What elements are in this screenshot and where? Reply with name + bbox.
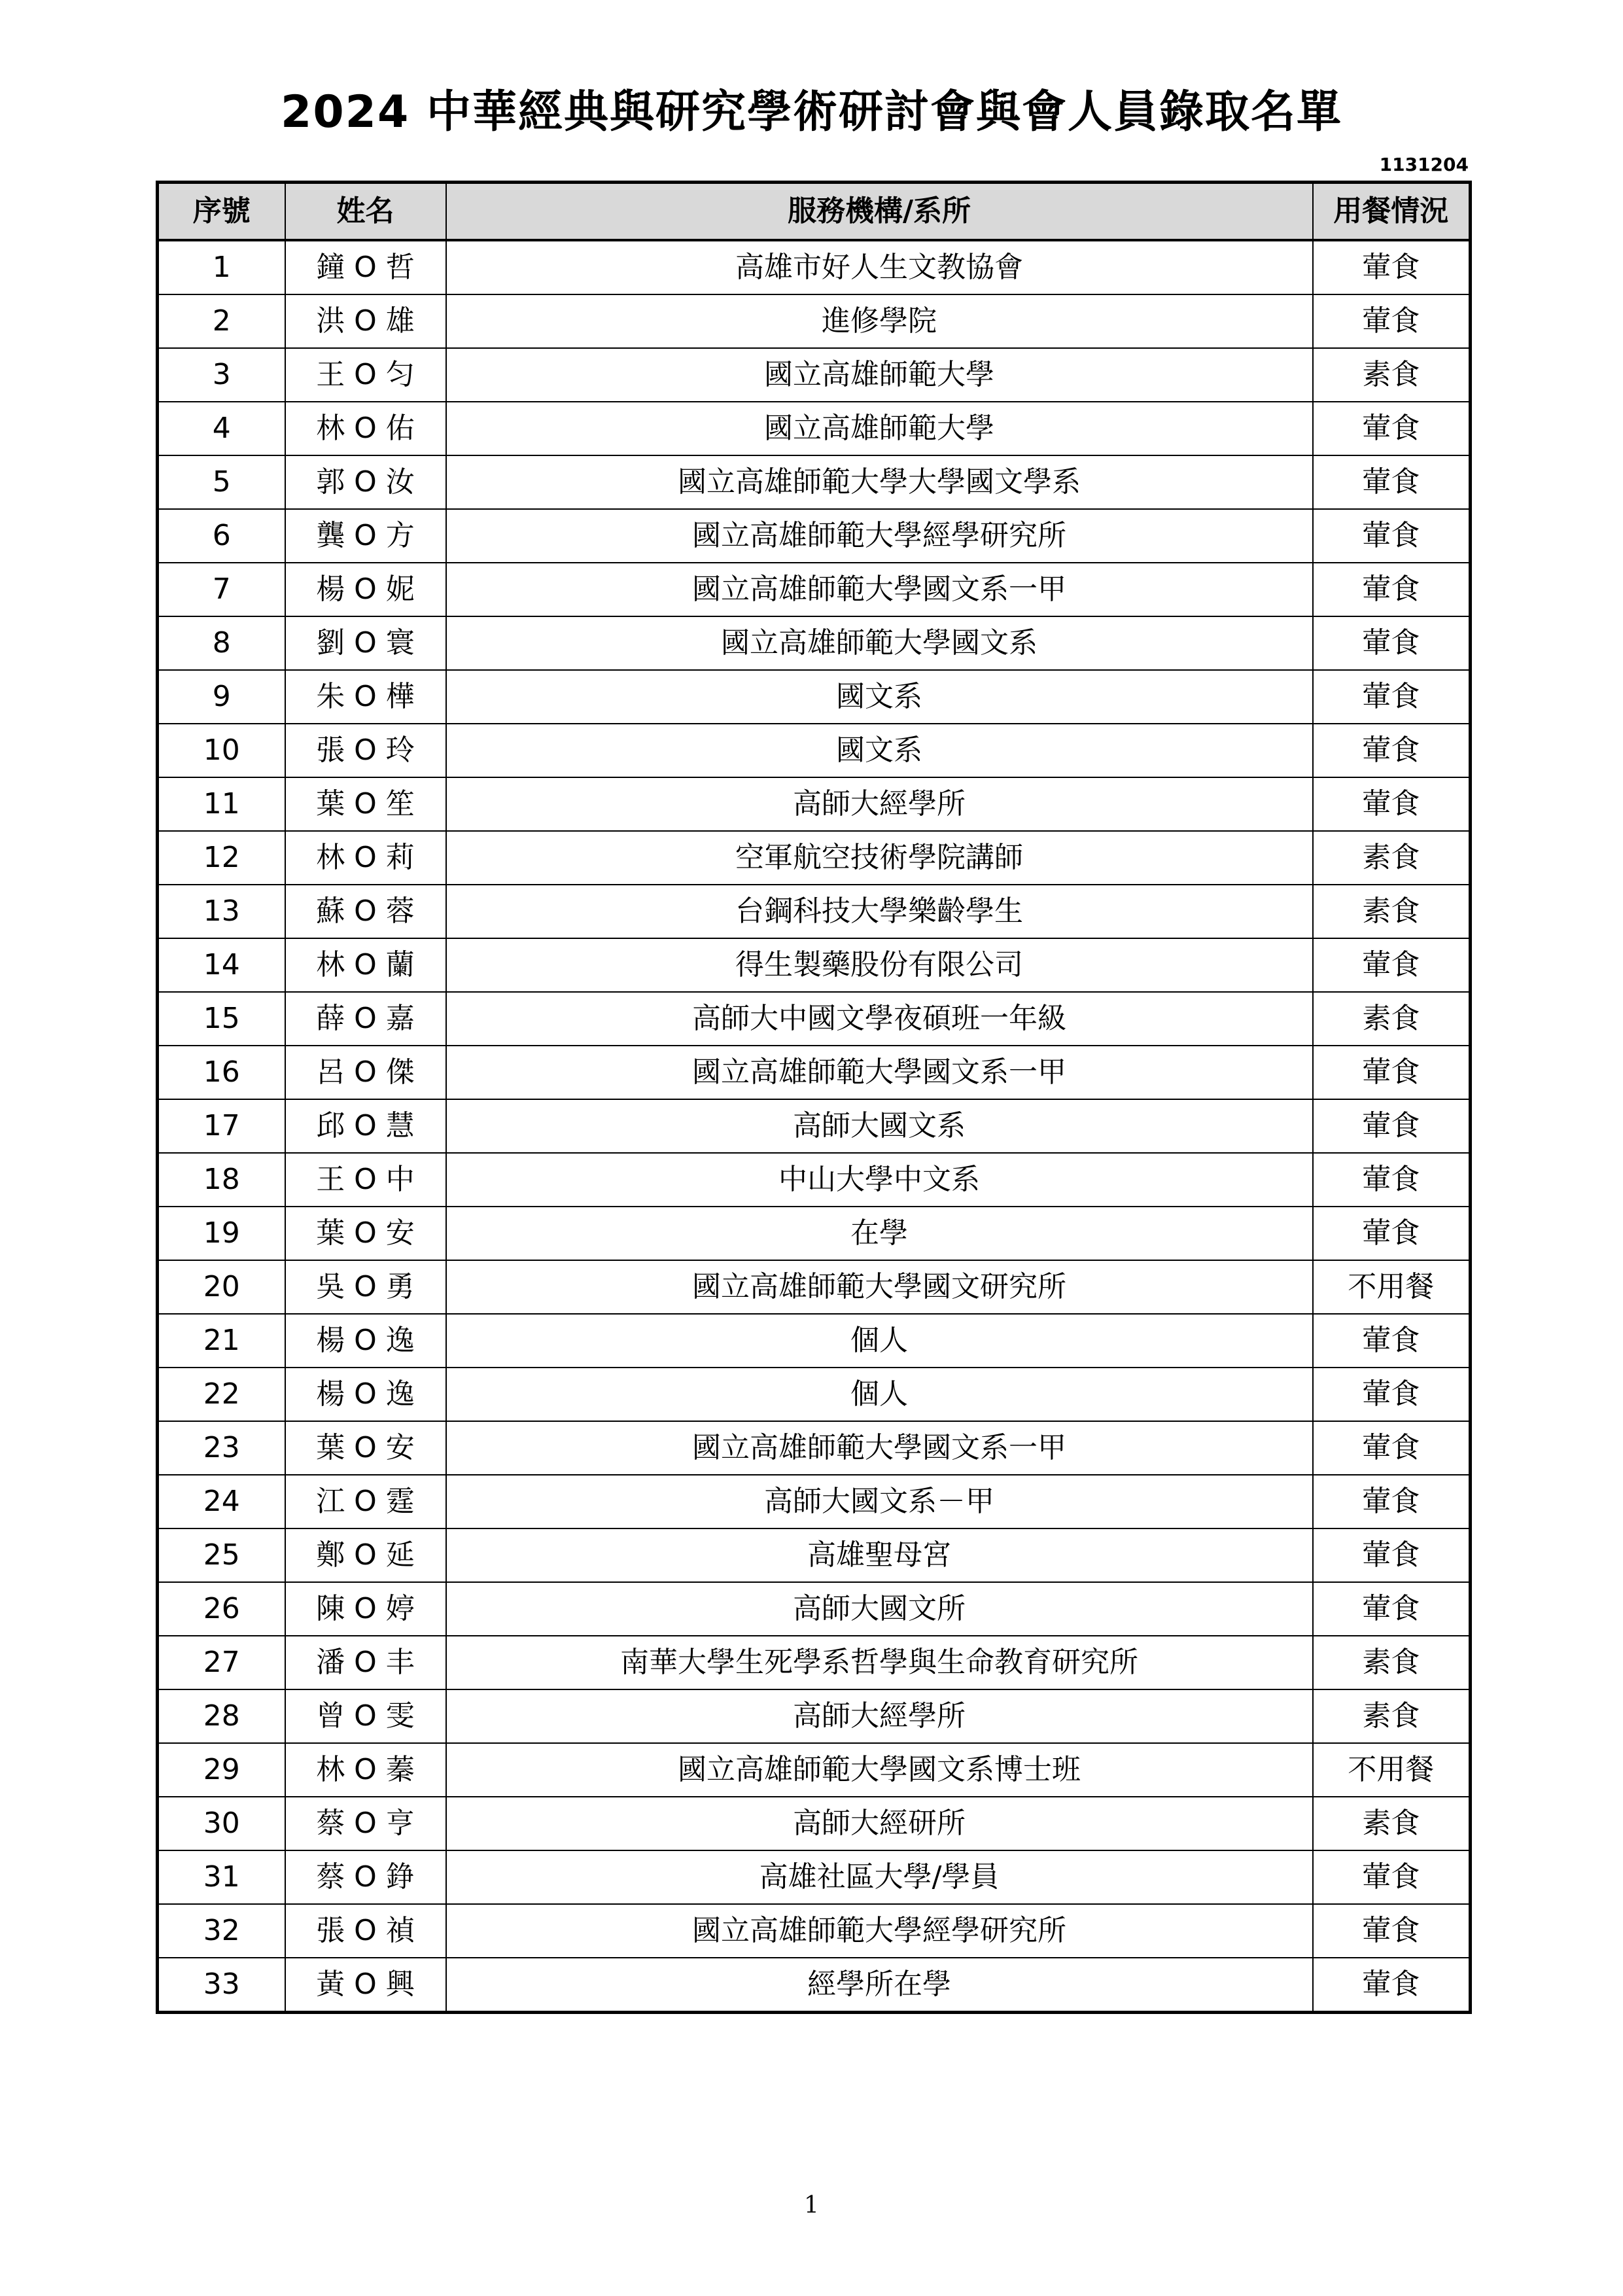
page-number: 1 xyxy=(804,2192,819,2219)
cell-name: 蔡 O 亨 xyxy=(285,1797,446,1850)
cell-name: 潘 O 丰 xyxy=(285,1636,446,1689)
table-row xyxy=(158,509,1471,563)
cell-meal: 葷食 xyxy=(1313,240,1471,294)
cell-no: 7 xyxy=(158,563,285,616)
cell-meal: 葷食 xyxy=(1313,670,1471,724)
cell-no: 1 xyxy=(158,240,285,294)
table-row xyxy=(158,938,1471,992)
cell-org: 國立高雄師範大學 xyxy=(446,348,1313,402)
table-row xyxy=(158,1904,1471,1958)
table-row xyxy=(158,1743,1471,1797)
cell-name: 蔡 O 錚 xyxy=(285,1850,446,1904)
cell-no: 24 xyxy=(158,1475,285,1528)
header-meal: 用餐情況 xyxy=(1313,183,1471,241)
table-row xyxy=(158,1797,1471,1850)
cell-name: 楊 O 妮 xyxy=(285,563,446,616)
cell-no: 8 xyxy=(158,616,285,670)
cell-name: 江 O 霆 xyxy=(285,1475,446,1528)
cell-org: 高師大中國文學夜碩班一年級 xyxy=(446,992,1313,1046)
table-row xyxy=(158,1314,1471,1368)
cell-meal: 葷食 xyxy=(1313,616,1471,670)
table-row xyxy=(158,1260,1471,1314)
table-row xyxy=(158,777,1471,831)
cell-no: 4 xyxy=(158,402,285,455)
cell-no: 6 xyxy=(158,509,285,563)
cell-meal: 葷食 xyxy=(1313,1528,1471,1582)
cell-name: 林 O 佑 xyxy=(285,402,446,455)
table-row xyxy=(158,1099,1471,1153)
cell-name: 楊 O 逸 xyxy=(285,1368,446,1421)
table-row xyxy=(158,1475,1471,1528)
cell-org: 中山大學中文系 xyxy=(446,1153,1313,1207)
cell-meal: 素食 xyxy=(1313,885,1471,938)
cell-no: 11 xyxy=(158,777,285,831)
cell-name: 朱 O 樺 xyxy=(285,670,446,724)
cell-no: 31 xyxy=(158,1850,285,1904)
cell-meal: 葷食 xyxy=(1313,1046,1471,1099)
cell-no: 9 xyxy=(158,670,285,724)
cell-no: 15 xyxy=(158,992,285,1046)
cell-meal: 素食 xyxy=(1313,1636,1471,1689)
table-row xyxy=(158,1046,1471,1099)
cell-name: 葉 O 安 xyxy=(285,1421,446,1475)
cell-meal: 葷食 xyxy=(1313,777,1471,831)
cell-name: 蘇 O 蓉 xyxy=(285,885,446,938)
cell-no: 10 xyxy=(158,724,285,777)
cell-name: 龔 O 方 xyxy=(285,509,446,563)
cell-meal: 素食 xyxy=(1313,831,1471,885)
table-row xyxy=(158,455,1471,509)
cell-meal: 葷食 xyxy=(1313,402,1471,455)
cell-meal: 葷食 xyxy=(1313,455,1471,509)
header-org: 服務機構/系所 xyxy=(446,183,1313,241)
cell-org: 進修學院 xyxy=(446,294,1313,348)
table-row xyxy=(158,294,1471,348)
document-title: 2024 中華經典與研究學術研討會與會人員錄取名單 xyxy=(281,86,1342,138)
cell-meal: 葷食 xyxy=(1313,1475,1471,1528)
cell-name: 邱 O 慧 xyxy=(285,1099,446,1153)
cell-no: 28 xyxy=(158,1689,285,1743)
cell-no: 21 xyxy=(158,1314,285,1368)
cell-no: 14 xyxy=(158,938,285,992)
cell-name: 黃 O 興 xyxy=(285,1958,446,2013)
cell-org: 空軍航空技術學院講師 xyxy=(446,831,1313,885)
table-row xyxy=(158,1958,1471,2013)
table-row xyxy=(158,885,1471,938)
cell-org: 得生製藥股份有限公司 xyxy=(446,938,1313,992)
cell-meal: 葷食 xyxy=(1313,1904,1471,1958)
table-row xyxy=(158,1850,1471,1904)
header-no: 序號 xyxy=(158,183,285,241)
cell-meal: 葷食 xyxy=(1313,294,1471,348)
cell-org: 高師大經研所 xyxy=(446,1797,1313,1850)
cell-meal: 素食 xyxy=(1313,1689,1471,1743)
cell-org: 個人 xyxy=(446,1314,1313,1368)
table-row xyxy=(158,1582,1471,1636)
cell-meal: 葷食 xyxy=(1313,509,1471,563)
cell-name: 郭 O 汝 xyxy=(285,455,446,509)
cell-meal: 葷食 xyxy=(1313,1153,1471,1207)
cell-org: 國立高雄師範大學國文系博士班 xyxy=(446,1743,1313,1797)
table-row xyxy=(158,992,1471,1046)
table-row xyxy=(158,724,1471,777)
cell-meal: 葷食 xyxy=(1313,724,1471,777)
cell-no: 22 xyxy=(158,1368,285,1421)
cell-org: 個人 xyxy=(446,1368,1313,1421)
table-row xyxy=(158,670,1471,724)
document-code: 1131204 xyxy=(1379,154,1469,175)
cell-org: 國立高雄師範大學大學國文學系 xyxy=(446,455,1313,509)
cell-name: 張 O 玲 xyxy=(285,724,446,777)
cell-meal: 葷食 xyxy=(1313,563,1471,616)
cell-meal: 不用餐 xyxy=(1313,1260,1471,1314)
cell-no: 20 xyxy=(158,1260,285,1314)
cell-name: 楊 O 逸 xyxy=(285,1314,446,1368)
cell-name: 林 O 蓁 xyxy=(285,1743,446,1797)
cell-no: 12 xyxy=(158,831,285,885)
cell-name: 劉 O 寰 xyxy=(285,616,446,670)
cell-meal: 葷食 xyxy=(1313,1368,1471,1421)
cell-org: 國立高雄師範大學國文系一甲 xyxy=(446,563,1313,616)
cell-name: 林 O 莉 xyxy=(285,831,446,885)
table-row xyxy=(158,1636,1471,1689)
cell-name: 薛 O 嘉 xyxy=(285,992,446,1046)
table-row xyxy=(158,1153,1471,1207)
cell-name: 鄭 O 延 xyxy=(285,1528,446,1582)
cell-org: 台鋼科技大學樂齡學生 xyxy=(446,885,1313,938)
cell-meal: 葷食 xyxy=(1313,1421,1471,1475)
cell-org: 國立高雄師範大學 xyxy=(446,402,1313,455)
cell-name: 陳 O 婷 xyxy=(285,1582,446,1636)
cell-no: 33 xyxy=(158,1958,285,2013)
cell-org: 高師大經學所 xyxy=(446,1689,1313,1743)
cell-org: 國立高雄師範大學國文系 xyxy=(446,616,1313,670)
participant-table xyxy=(156,181,1472,2014)
header-row xyxy=(158,183,1471,241)
cell-name: 葉 O 安 xyxy=(285,1207,446,1260)
table-row xyxy=(158,1528,1471,1582)
cell-meal: 素食 xyxy=(1313,992,1471,1046)
cell-no: 26 xyxy=(158,1582,285,1636)
cell-no: 5 xyxy=(158,455,285,509)
cell-no: 27 xyxy=(158,1636,285,1689)
table-row xyxy=(158,1421,1471,1475)
cell-name: 林 O 蘭 xyxy=(285,938,446,992)
cell-name: 王 O 中 xyxy=(285,1153,446,1207)
cell-org: 國文系 xyxy=(446,670,1313,724)
cell-no: 3 xyxy=(158,348,285,402)
table-row xyxy=(158,563,1471,616)
cell-no: 2 xyxy=(158,294,285,348)
cell-no: 16 xyxy=(158,1046,285,1099)
table-row xyxy=(158,616,1471,670)
cell-org: 高師大國文所 xyxy=(446,1582,1313,1636)
cell-org: 高師大經學所 xyxy=(446,777,1313,831)
cell-meal: 素食 xyxy=(1313,348,1471,402)
cell-name: 洪 O 雄 xyxy=(285,294,446,348)
table-row xyxy=(158,348,1471,402)
cell-name: 曾 O 雯 xyxy=(285,1689,446,1743)
cell-meal: 不用餐 xyxy=(1313,1743,1471,1797)
cell-no: 17 xyxy=(158,1099,285,1153)
cell-no: 30 xyxy=(158,1797,285,1850)
cell-name: 葉 O 笙 xyxy=(285,777,446,831)
cell-meal: 葷食 xyxy=(1313,1850,1471,1904)
cell-name: 王 O 匀 xyxy=(285,348,446,402)
cell-no: 19 xyxy=(158,1207,285,1260)
cell-org: 高雄社區大學/學員 xyxy=(446,1850,1313,1904)
cell-no: 23 xyxy=(158,1421,285,1475)
cell-meal: 葷食 xyxy=(1313,1207,1471,1260)
header-name: 姓名 xyxy=(285,183,446,241)
table-row xyxy=(158,1368,1471,1421)
cell-org: 高雄市好人生文教協會 xyxy=(446,240,1313,294)
cell-meal: 葷食 xyxy=(1313,938,1471,992)
cell-meal: 素食 xyxy=(1313,1797,1471,1850)
table-row xyxy=(158,402,1471,455)
cell-org: 國立高雄師範大學國文系一甲 xyxy=(446,1421,1313,1475)
table-row xyxy=(158,240,1471,294)
cell-org: 經學所在學 xyxy=(446,1958,1313,2013)
cell-meal: 葷食 xyxy=(1313,1582,1471,1636)
cell-name: 吳 O 勇 xyxy=(285,1260,446,1314)
table-body xyxy=(158,240,1471,2013)
cell-no: 13 xyxy=(158,885,285,938)
cell-name: 呂 O 傑 xyxy=(285,1046,446,1099)
cell-name: 張 O 禎 xyxy=(285,1904,446,1958)
cell-no: 29 xyxy=(158,1743,285,1797)
cell-org: 國立高雄師範大學經學研究所 xyxy=(446,509,1313,563)
cell-no: 18 xyxy=(158,1153,285,1207)
cell-org: 國立高雄師範大學國文系一甲 xyxy=(446,1046,1313,1099)
cell-meal: 葷食 xyxy=(1313,1958,1471,2013)
cell-name: 鐘 O 哲 xyxy=(285,240,446,294)
cell-org: 國立高雄師範大學經學研究所 xyxy=(446,1904,1313,1958)
cell-org: 高師大國文系－甲 xyxy=(446,1475,1313,1528)
cell-org: 在學 xyxy=(446,1207,1313,1260)
table-header xyxy=(158,183,1471,241)
cell-meal: 葷食 xyxy=(1313,1314,1471,1368)
cell-no: 25 xyxy=(158,1528,285,1582)
cell-org: 高師大國文系 xyxy=(446,1099,1313,1153)
table-row xyxy=(158,831,1471,885)
table-row xyxy=(158,1689,1471,1743)
cell-org: 國文系 xyxy=(446,724,1313,777)
cell-org: 南華大學生死學系哲學與生命教育研究所 xyxy=(446,1636,1313,1689)
cell-meal: 葷食 xyxy=(1313,1099,1471,1153)
cell-no: 32 xyxy=(158,1904,285,1958)
cell-org: 國立高雄師範大學國文研究所 xyxy=(446,1260,1313,1314)
cell-org: 高雄聖母宮 xyxy=(446,1528,1313,1582)
table-row xyxy=(158,1207,1471,1260)
